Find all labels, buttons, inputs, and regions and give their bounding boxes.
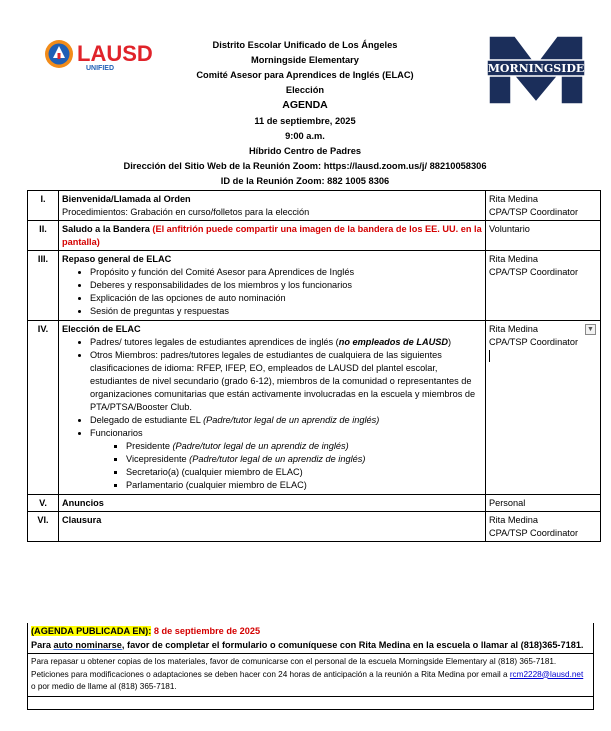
item-title: Clausura xyxy=(62,515,102,526)
list-item: • Funcionarios ▪ Presidente (Padre/tutor legal de un aprendiz de inglés) ▪ Vicepresidente (Padre/tutor legal de un aprendiz de inglés) ▪ Secretario(a) (cualquier miembro de ELAC) ▪ Parlamentario (cualquier miembro de ELAC) xyxy=(90,427,482,492)
item-title: Saludo a la Bandera xyxy=(62,224,150,235)
item-number: V. xyxy=(28,494,59,512)
agenda-title: AGENDA xyxy=(282,99,328,111)
item-title: Anuncios xyxy=(62,497,104,508)
agenda-table xyxy=(27,190,601,542)
officers-list xyxy=(90,440,482,492)
item-number: II. xyxy=(28,221,59,251)
meeting-location: Híbrido Centro de Padres xyxy=(248,146,362,156)
list-item: • Otros Miembros: padres/tutores legales de estudiantes de cualquiera de las siguientes clasificaciones de idioma: RFEP, IFEP, EO, empleados de LAUSD del plantel escolar, estudiantes de nivel secundario (grado 6-12), miembros de la comunidad o representantes de organizaciones comunitarias que están activamente involucradas en la escuela y miembros de PTA/PTSA/Booster Club. xyxy=(90,349,482,414)
school-name: Morningside Elementary xyxy=(251,55,359,65)
posted-date: 8 de septiembre de 2025 xyxy=(151,626,261,636)
agenda-row-6 xyxy=(28,512,601,542)
list-item: • Sesión de preguntas y respuestas xyxy=(90,305,482,318)
presenter-name: Rita Medina xyxy=(489,254,539,265)
list-item: • Padres/ tutores legales de estudiantes aprendices de inglés (no empleados de LAUSD) xyxy=(90,336,482,349)
text-cursor xyxy=(489,350,490,362)
presenter-role: CPA/TSP Coordinator xyxy=(489,206,579,217)
email-link[interactable]: rcm2228@lausd.net xyxy=(509,669,584,679)
lausd-logo-text: LAUSD xyxy=(77,41,153,66)
officer-item: ▪ Secretario(a) (cualquier miembro de ELAC) xyxy=(126,466,482,479)
meeting-date: 11 de septiembre, 2025 xyxy=(254,116,356,126)
item-number: VI. xyxy=(28,512,59,542)
meeting-type: Elección xyxy=(285,85,325,95)
dropdown-arrow-icon[interactable]: ▼ xyxy=(585,324,596,335)
list-item: • Deberes y responsabilidades de los miembros y los funcionarios xyxy=(90,279,482,292)
agenda-row-5 xyxy=(28,494,601,512)
self-nomination-note: Para auto nominarse, favor de completar el formulario o comuníquese con Rita Medina en la escuela o llamar al (818)365-7181. xyxy=(31,640,584,650)
flag-note: (El anfitrión puede compartir una imagen de la bandera de los EE. UU. en la pantalla) xyxy=(62,224,482,247)
presenter-role: CPA/TSP Coordinator xyxy=(489,336,579,347)
zoom-url[interactable]: Dirección del Sitio Web de la Reunión Zoom: https://lausd.zoom.us/j/ 88210058306 xyxy=(123,161,487,171)
posted-label: (AGENDA PUBLICADA EN): xyxy=(31,626,152,636)
item-number: IV. xyxy=(28,320,59,494)
agenda-footer xyxy=(27,623,594,710)
presenter-role: CPA/TSP Coordinator xyxy=(489,266,579,277)
list-item: • Propósito y función del Comité Asesor para Aprendices de Inglés xyxy=(90,266,482,279)
list-item: • Explicación de las opciones de auto nominación xyxy=(90,292,482,305)
item-title: Elección de ELAC xyxy=(62,323,141,334)
self-nomination-link[interactable]: auto nominarse xyxy=(53,640,122,650)
presenter-name: Voluntario xyxy=(489,224,530,235)
district-name: Distrito Escolar Unificado de Los Ángeles xyxy=(212,40,398,50)
agenda-row-3 xyxy=(28,251,601,321)
election-list xyxy=(62,336,482,492)
morningside-logo-text: MORNINGSIDE xyxy=(487,62,585,75)
presenter-name: Rita Medina xyxy=(489,515,539,526)
presenter-name: Rita Medina xyxy=(489,323,539,334)
agenda-row-2 xyxy=(28,221,601,251)
item-title: Bienvenida/Llamada al Orden xyxy=(62,194,191,204)
lausd-logo-sub: UNIFIED xyxy=(86,65,114,72)
presenter-name: Personal xyxy=(489,497,526,508)
item-number: III. xyxy=(28,251,59,321)
posted-line xyxy=(28,623,593,639)
meeting-time: 9:00 a.m. xyxy=(285,131,325,141)
presenter-name: Rita Medina xyxy=(489,194,539,204)
item-title: Repaso general de ELAC xyxy=(62,254,172,265)
zoom-id: ID de la Reunión Zoom: 882 1005 8306 xyxy=(220,176,390,186)
officer-item: ▪ Presidente (Padre/tutor legal de un aprendiz de inglés) xyxy=(126,440,482,453)
officer-item: ▪ Parlamentario (cualquier miembro de ELAC) xyxy=(126,479,482,492)
agenda-row-4 xyxy=(28,320,601,494)
empty-row xyxy=(28,696,593,709)
item-number: I. xyxy=(28,191,59,221)
officer-item: ▪ Vicepresidente (Padre/tutor legal de un aprendiz de inglés) xyxy=(126,453,482,466)
committee-name: Comité Asesor para Aprendices de Inglés (ELAC) xyxy=(196,70,414,80)
overview-list xyxy=(62,266,482,318)
agenda-row-1 xyxy=(28,191,601,221)
copies-note: Para repasar u obtener copias de los materiales, favor de comunicarse con el personal de la escuela Morningside Elementary al (818) 365-7181. Peticiones para modificaciones o adaptaciones se deben hacer con 24 horas de anticipación a la reunión a Rita Medina por email a rcm2228@lausd.net o por medio de llame al (818) 365-7181. xyxy=(28,653,593,696)
item-detail: Procedimientos: Grabación en curso/folletos para la elección xyxy=(62,206,310,217)
presenter-role: CPA/TSP Coordinator xyxy=(489,527,579,538)
list-item: • Delegado de estudiante EL (Padre/tutor legal de un aprendiz de inglés) xyxy=(90,414,482,427)
